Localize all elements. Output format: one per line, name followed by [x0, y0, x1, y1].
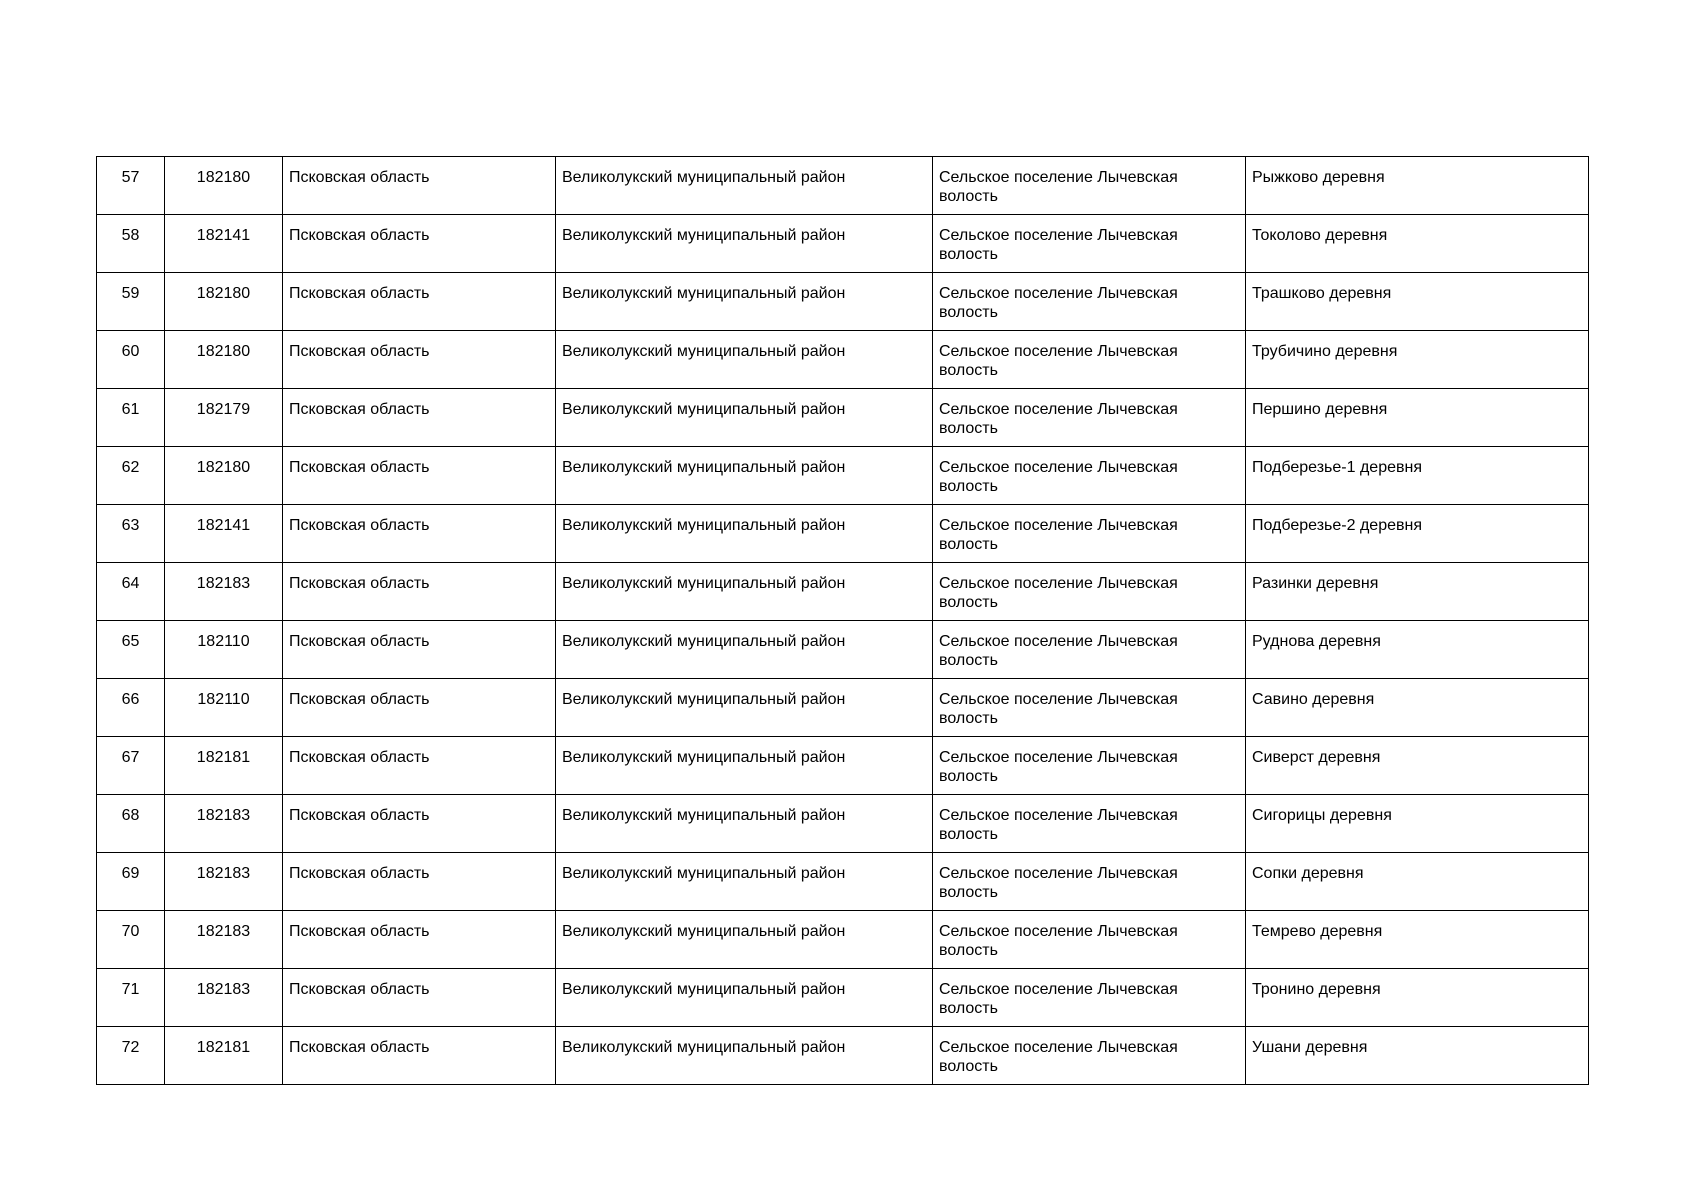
row-number-cell: 67 [97, 737, 165, 795]
region-cell: Псковская область [283, 447, 556, 505]
district-cell: Великолукский муниципальный район [556, 969, 933, 1027]
table-row [97, 447, 1589, 505]
table-row [97, 215, 1589, 273]
table-row [97, 273, 1589, 331]
postal-code-cell: 182183 [165, 795, 283, 853]
settlement-cell: Сельское поселение Лычевская волость [933, 447, 1246, 505]
district-cell: Великолукский муниципальный район [556, 331, 933, 389]
locality-cell: Сопки деревня [1246, 853, 1589, 911]
region-cell: Псковская область [283, 215, 556, 273]
settlement-cell: Сельское поселение Лычевская волость [933, 911, 1246, 969]
table-row [97, 157, 1589, 215]
region-cell: Псковская область [283, 911, 556, 969]
district-cell: Великолукский муниципальный район [556, 795, 933, 853]
postal-code-cell: 182183 [165, 563, 283, 621]
table-row [97, 679, 1589, 737]
locality-cell: Трубичино деревня [1246, 331, 1589, 389]
locality-cell: Тронино деревня [1246, 969, 1589, 1027]
locality-cell: Савино деревня [1246, 679, 1589, 737]
row-number-cell: 62 [97, 447, 165, 505]
district-cell: Великолукский муниципальный район [556, 505, 933, 563]
postal-code-cell: 182179 [165, 389, 283, 447]
region-cell: Псковская область [283, 679, 556, 737]
row-number-cell: 68 [97, 795, 165, 853]
locality-cell: Токолово деревня [1246, 215, 1589, 273]
row-number-cell: 69 [97, 853, 165, 911]
settlement-cell: Сельское поселение Лычевская волость [933, 273, 1246, 331]
district-cell: Великолукский муниципальный район [556, 389, 933, 447]
locality-cell: Сигорицы деревня [1246, 795, 1589, 853]
table-row [97, 853, 1589, 911]
district-cell: Великолукский муниципальный район [556, 853, 933, 911]
settlement-cell: Сельское поселение Лычевская волость [933, 679, 1246, 737]
settlement-cell: Сельское поселение Лычевская волость [933, 331, 1246, 389]
table-row [97, 795, 1589, 853]
row-number-cell: 72 [97, 1027, 165, 1085]
region-cell: Псковская область [283, 331, 556, 389]
settlement-cell: Сельское поселение Лычевская волость [933, 505, 1246, 563]
district-cell: Великолукский муниципальный район [556, 679, 933, 737]
table-row [97, 563, 1589, 621]
table-row [97, 621, 1589, 679]
settlement-cell: Сельское поселение Лычевская волость [933, 621, 1246, 679]
settlement-cell: Сельское поселение Лычевская волость [933, 969, 1246, 1027]
settlement-cell: Сельское поселение Лычевская волость [933, 563, 1246, 621]
locality-cell: Подберезье-1 деревня [1246, 447, 1589, 505]
district-cell: Великолукский муниципальный район [556, 447, 933, 505]
row-number-cell: 63 [97, 505, 165, 563]
district-cell: Великолукский муниципальный район [556, 273, 933, 331]
table-row [97, 737, 1589, 795]
locality-cell: Руднова деревня [1246, 621, 1589, 679]
row-number-cell: 61 [97, 389, 165, 447]
postal-code-cell: 182110 [165, 679, 283, 737]
settlement-cell: Сельское поселение Лычевская волость [933, 157, 1246, 215]
row-number-cell: 59 [97, 273, 165, 331]
district-cell: Великолукский муниципальный район [556, 157, 933, 215]
postal-code-cell: 182183 [165, 969, 283, 1027]
postal-code-cell: 182110 [165, 621, 283, 679]
locality-cell: Темрево деревня [1246, 911, 1589, 969]
row-number-cell: 70 [97, 911, 165, 969]
locality-cell: Трашково деревня [1246, 273, 1589, 331]
address-table [96, 156, 1589, 1085]
locality-cell: Сиверст деревня [1246, 737, 1589, 795]
district-cell: Великолукский муниципальный район [556, 215, 933, 273]
row-number-cell: 71 [97, 969, 165, 1027]
district-cell: Великолукский муниципальный район [556, 737, 933, 795]
postal-code-cell: 182141 [165, 505, 283, 563]
postal-code-cell: 182180 [165, 273, 283, 331]
table-row [97, 1027, 1589, 1085]
settlement-cell: Сельское поселение Лычевская волость [933, 215, 1246, 273]
postal-code-cell: 182181 [165, 1027, 283, 1085]
row-number-cell: 58 [97, 215, 165, 273]
table-row [97, 389, 1589, 447]
region-cell: Псковская область [283, 157, 556, 215]
region-cell: Псковская область [283, 795, 556, 853]
postal-code-cell: 182180 [165, 157, 283, 215]
locality-cell: Разинки деревня [1246, 563, 1589, 621]
postal-code-cell: 182180 [165, 447, 283, 505]
locality-cell: Подберезье-2 деревня [1246, 505, 1589, 563]
document-page [96, 156, 1589, 1085]
table-row [97, 331, 1589, 389]
postal-code-cell: 182183 [165, 853, 283, 911]
district-cell: Великолукский муниципальный район [556, 1027, 933, 1085]
region-cell: Псковская область [283, 853, 556, 911]
settlement-cell: Сельское поселение Лычевская волость [933, 1027, 1246, 1085]
locality-cell: Рыжково деревня [1246, 157, 1589, 215]
locality-cell: Ушани деревня [1246, 1027, 1589, 1085]
district-cell: Великолукский муниципальный район [556, 621, 933, 679]
region-cell: Псковская область [283, 273, 556, 331]
settlement-cell: Сельское поселение Лычевская волость [933, 853, 1246, 911]
row-number-cell: 65 [97, 621, 165, 679]
row-number-cell: 66 [97, 679, 165, 737]
address-table-body [97, 157, 1589, 1085]
postal-code-cell: 182181 [165, 737, 283, 795]
settlement-cell: Сельское поселение Лычевская волость [933, 389, 1246, 447]
row-number-cell: 60 [97, 331, 165, 389]
district-cell: Великолукский муниципальный район [556, 563, 933, 621]
region-cell: Псковская область [283, 969, 556, 1027]
table-row [97, 505, 1589, 563]
region-cell: Псковская область [283, 389, 556, 447]
row-number-cell: 64 [97, 563, 165, 621]
district-cell: Великолукский муниципальный район [556, 911, 933, 969]
postal-code-cell: 182180 [165, 331, 283, 389]
region-cell: Псковская область [283, 737, 556, 795]
row-number-cell: 57 [97, 157, 165, 215]
table-row [97, 969, 1589, 1027]
settlement-cell: Сельское поселение Лычевская волость [933, 795, 1246, 853]
settlement-cell: Сельское поселение Лычевская волость [933, 737, 1246, 795]
postal-code-cell: 182183 [165, 911, 283, 969]
region-cell: Псковская область [283, 621, 556, 679]
locality-cell: Першино деревня [1246, 389, 1589, 447]
region-cell: Псковская область [283, 505, 556, 563]
postal-code-cell: 182141 [165, 215, 283, 273]
region-cell: Псковская область [283, 1027, 556, 1085]
region-cell: Псковская область [283, 563, 556, 621]
table-row [97, 911, 1589, 969]
